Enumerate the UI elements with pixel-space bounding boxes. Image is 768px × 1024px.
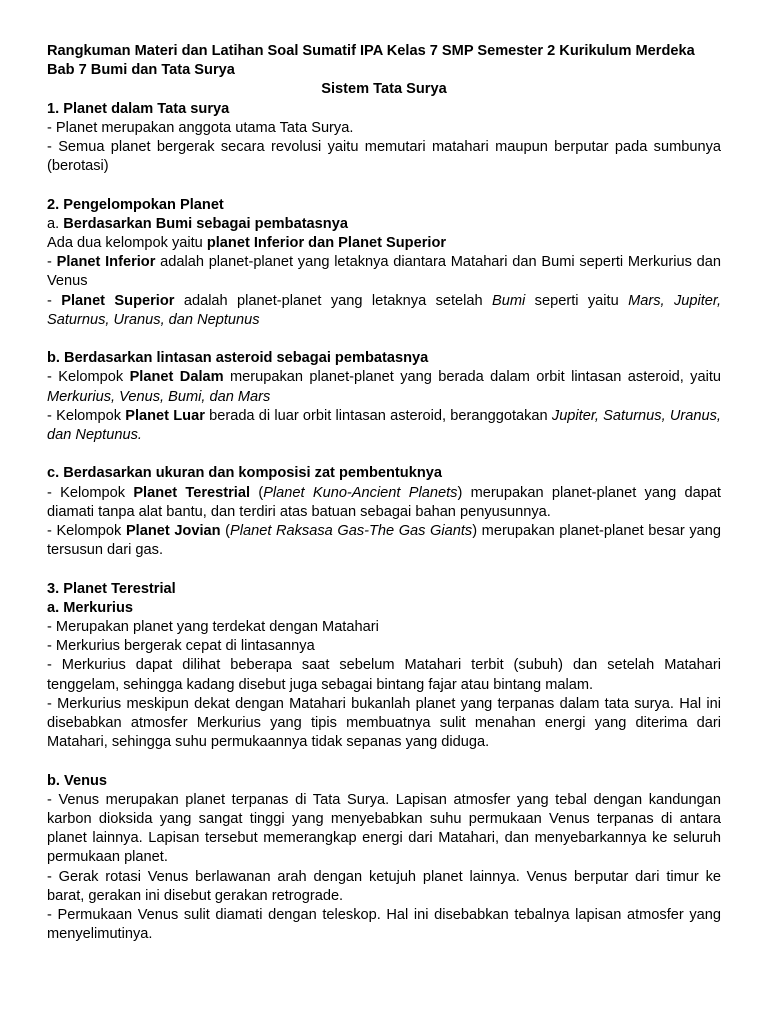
s2c-ter-paren: Planet Kuno-Ancient Planets xyxy=(263,484,458,501)
s2a-superior-text-2: seperti yaitu xyxy=(525,292,629,309)
s2b-dalam-term: Planet Dalam xyxy=(129,369,224,386)
s2a-superior-bumi: Bumi xyxy=(492,292,526,309)
s2a-superior-text: adalah planet-planet yang letaknya setelah xyxy=(174,292,493,309)
s2b-dalam-list: Merkurius, Venus, Bumi, dan Mars xyxy=(47,388,271,405)
venus-line-3: - Permukaan Venus sulit diamati dengan teleskop. Hal ini disebabkan tebalnya lapisan atmosfer yang menyelimutinya. xyxy=(47,907,721,943)
document-title: Rangkuman Materi dan Latihan Soal Sumatif IPA Kelas 7 SMP Semester 2 Kurikulum Merdeka Bab 7 Bumi dan Tata Surya xyxy=(47,43,695,79)
spacer xyxy=(47,752,721,771)
s2c-terestrial xyxy=(47,484,721,522)
venus-line-1: - Venus merupakan planet terpanas di Tata Surya. Lapisan atmosfer yang tebal dengan kandungan karbon dioksida yang sangat tinggi yang menyebabkan suhu permukaan Venus terpanas di antara planet lainnya. Lapisan tersebut memerangkap energi dari Matahari, dan menyebarkannya ke seluruh permukaan planet. xyxy=(47,791,721,866)
s2b-luar-pre: - Kelompok xyxy=(47,407,126,424)
s2a-heading xyxy=(47,215,721,234)
s2a-superior-list: Mars, Jupiter, Saturnus, Uranus, dan Neptunus xyxy=(47,292,722,328)
s2b-luar-text: berada di luar orbit lintasan asteroid, beranggotakan xyxy=(204,407,552,424)
merkurius-line-1: - Merupakan planet yang terdekat dengan Matahari xyxy=(47,619,379,636)
s2a-inferior xyxy=(47,253,721,291)
s2b-luar xyxy=(47,407,721,445)
s2a-intro-bold: planet Inferior dan Planet Superior xyxy=(206,235,447,252)
section-1-heading: 1. Planet dalam Tata surya xyxy=(47,100,230,117)
s2c-jov-open: ( xyxy=(220,523,231,540)
merkurius-heading: a. Merkurius xyxy=(47,599,133,616)
venus-line-2: - Gerak rotasi Venus berlawanan arah dengan ketujuh planet lainnya. Venus berputar dari timur ke barat, gerakan ini disebut gerakan retrograde. xyxy=(47,868,721,904)
s2a-inferior-dash: - xyxy=(47,254,57,271)
merkurius-line-4: - Merkurius meskipun dekat dengan Matahari bukanlah planet yang terpanas dalam tata surya. Hal ini disebabkan atmosfer Merkurius yang tipis membuatnya sulit menahan energi yang diterima dari Matahari, sehingga suhu permukaannya tidak sepanas yang diduga. xyxy=(47,695,721,751)
spacer xyxy=(47,176,721,195)
s2a-inferior-term: Planet Inferior xyxy=(56,254,156,271)
s2c-heading: c. Berdasarkan ukuran dan komposisi zat pembentuknya xyxy=(47,465,442,482)
s2b-heading: b. Berdasarkan lintasan asteroid sebagai pembatasnya xyxy=(47,350,429,367)
s2a-intro-text: Ada dua kelompok yaitu xyxy=(47,235,207,252)
spacer xyxy=(47,560,721,579)
venus-heading: b. Venus xyxy=(47,772,108,789)
spacer xyxy=(47,330,721,349)
s2a-superior-dash: - xyxy=(47,292,62,309)
section-3-heading: 3. Planet Terestrial xyxy=(47,580,176,597)
s2c-jovian xyxy=(47,522,721,560)
merkurius-line-3: - Merkurius dapat dilihat beberapa saat sebelum Matahari terbit (subuh) dan setelah Matahari tenggelam, sehingga kadang disebut juga sebagai bintang fajar atau bintang malam. xyxy=(47,657,721,693)
s2c-jov-term: Planet Jovian xyxy=(125,523,221,540)
merkurius-line-2: - Merkurius bergerak cepat di lintasannya xyxy=(47,638,315,655)
document-subtitle: Sistem Tata Surya xyxy=(321,81,447,98)
s2a-intro xyxy=(47,234,721,253)
section-2-heading: 2. Pengelompokan Planet xyxy=(47,196,224,213)
s2b-dalam-text: merupakan planet-planet yang berada dalam orbit lintasan asteroid, yaitu xyxy=(223,369,721,386)
s2a-prefix: a. xyxy=(47,215,64,232)
s2a-superior-term: Planet Superior xyxy=(61,292,175,309)
s2c-jov-text: ) merupakan planet-planet besar yang tersusun dari gas. xyxy=(47,523,721,559)
s1-line-1: - Planet merupakan anggota utama Tata Surya. xyxy=(47,119,354,136)
s1-line-2: - Semua planet bergerak secara revolusi yaitu memutari matahari maupun berputar pada sumbunya (berotasi) xyxy=(47,139,721,175)
s2b-dalam xyxy=(47,368,721,406)
s2c-ter-open: ( xyxy=(250,484,264,501)
s2c-jov-paren: Planet Raksasa Gas-The Gas Giants xyxy=(230,523,473,540)
s2b-dalam-pre: - Kelompok xyxy=(47,369,130,386)
spacer xyxy=(47,445,721,464)
s2a-superior xyxy=(47,292,721,330)
s2a-inferior-text: adalah planet-planet yang letaknya diantara Matahari dan Bumi seperti Merkurius dan Venus xyxy=(47,254,722,290)
s2c-ter-pre: - Kelompok xyxy=(47,484,134,501)
s2c-ter-term: Planet Terestrial xyxy=(133,484,251,501)
document-body xyxy=(47,42,721,944)
s2c-jov-pre: - Kelompok xyxy=(47,523,126,540)
s2b-luar-list: Jupiter, Saturnus, Uranus, dan Neptunus. xyxy=(47,407,721,444)
s2b-luar-term: Planet Luar xyxy=(125,407,205,424)
s2c-ter-text: ) merupakan planet-planet yang dapat diamati tanpa alat bantu, dan terdiri atas batuan sebagai bahan penyusunnya. xyxy=(47,484,721,520)
s2a-heading-text: Berdasarkan Bumi sebagai pembatasnya xyxy=(63,215,348,232)
